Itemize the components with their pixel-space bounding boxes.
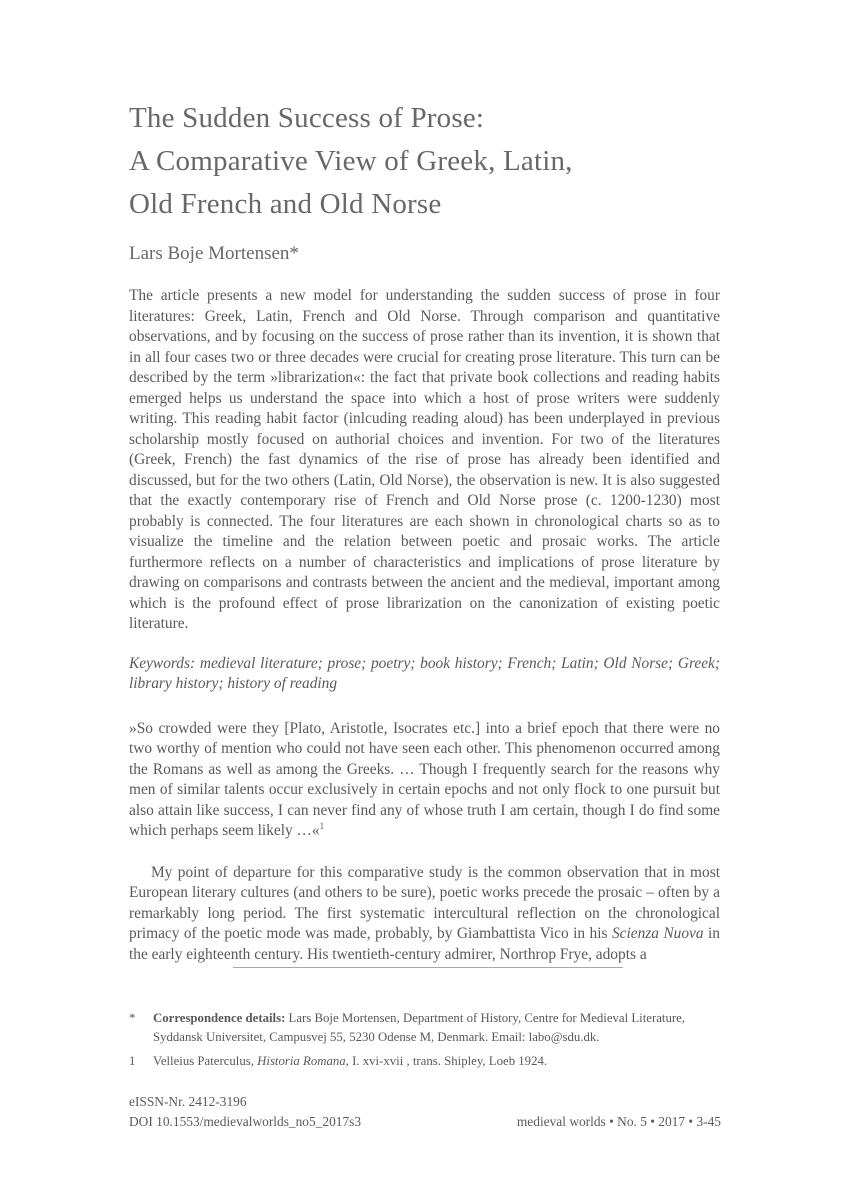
footer-identifiers [129, 1092, 361, 1132]
abstract-paragraph: The article presents a new model for understanding the sudden success of prose in four literatures: Greek, Latin, French and Old Norse. Through comparison and quantitative observations, and by focusing on the success of prose rather than its invention, it is shown that in all four cases two or three decades were crucial for creating prose literature. This turn can be described by the term »librarization«: the fact that private book collections and reading habits emerged helps us understand the space into which a host of prose writers were suddenly writing. This reading habit factor (inlcuding reading aloud) has been underplayed in previous scholarship mostly focused on authorial choices and invention. For two of the literatures (Greek, French) the fast dynamics of the rise of prose has already been identified and discussed, but for the two others (Latin, Old Norse), the observation is new. It is also suggested that the exactly contemporary rise of French and Old Norse prose (c. 1200-1230) most probably is connected. The four literatures are each shown in chronological charts so as to visualize the timeline and the relation between poetic and prosaic works. The article furthermore reflects on a number of characteristics and implications of prose literature by drawing on comparisons and contrasts between the ancient and the medieval, important among which is the profound effect of prose librarization on the canonization of existing poetic literature. [129, 287, 720, 632]
footnote-1-pre: Velleius Paterculus, [153, 1054, 258, 1068]
footnote-correspondence [129, 1009, 726, 1047]
author-name: Lars Boje Mortensen* [129, 243, 299, 264]
footer-doi: DOI 10.1553/medievalworlds_no5_2017s3 [129, 1114, 362, 1129]
footnote-1 [129, 1052, 726, 1071]
page-footer [129, 1092, 721, 1132]
body-paragraph-text-end: in the early eighteenth century. His twentieth-century admirer, Northrop Frye, adopts a [129, 925, 720, 963]
footnote-reference-1: 1 [319, 820, 325, 831]
epigraph-quote [129, 719, 720, 842]
footnote-marker-1: 1 [129, 1054, 136, 1068]
footer-eissn: eISSN-Nr. 2412-3196 [129, 1094, 247, 1109]
epigraph-quote-text: »So crowded were they [Plato, Aristotle, Isocrates etc.] into a brief epoch that there were no two worthy of mention who could not have seen each other. This phenomenon occurred among the Romans as well as among the Greeks. … Though I frequently search for the reasons why men of similar talents occur exclusively in certain epochs and not only flock to one pursuit but also attain like success, I can never find any of whose truth I am certain, though I do find some which perhaps seem likely …« [129, 719, 720, 839]
keywords-line: Keywords: medieval literature; prose; poetry; book history; French; Latin; Old Norse; Greek; library history; history of reading [129, 654, 720, 692]
body-paragraph-italic-title: Scienza Nuova [611, 925, 704, 942]
body-paragraph-text: My point of departure for this comparative study is the common observation that in most European literary cultures (and others to be sure), poetic works precede the prosaic – often by a remarkably long period. The first systematic intercultural reflection on the chronological primacy of the poetic mode was made, probably, by Giambattista Vico in his [129, 863, 720, 942]
article-title [129, 0, 720, 226]
correspondence-details: Lars Boje Mortensen, Department of History, Centre for Medieval Literature, Syddansk Universitet, Campusvej 55, 5230 Odense M, Denmark. Email: labo@sdu.dk. [153, 1011, 685, 1044]
footnote-1-text [153, 1052, 726, 1071]
footnote-divider [233, 967, 623, 968]
article-content [129, 0, 720, 980]
correspondence-label: Correspondence details: [153, 1011, 286, 1025]
article-title-line-2: A Comparative View of Greek, Latin, [129, 145, 573, 177]
footnote-marker-star: * [129, 1011, 136, 1025]
footnote-1-work-title: Historia Romana [257, 1054, 346, 1068]
footnote-correspondence-text [153, 1009, 726, 1047]
footer-journal-reference: medieval worlds • No. 5 • 2017 • 3-45 [516, 1114, 721, 1129]
footnote-1-post: , I. xvi-xvii , trans. Shipley, Loeb 1924. [345, 1054, 548, 1068]
body-paragraph [129, 863, 720, 966]
footnotes-block [129, 1009, 726, 1076]
article-title-line-3: Old French and Old Norse [129, 188, 442, 220]
article-title-line-1: The Sudden Success of Prose: [129, 102, 485, 134]
